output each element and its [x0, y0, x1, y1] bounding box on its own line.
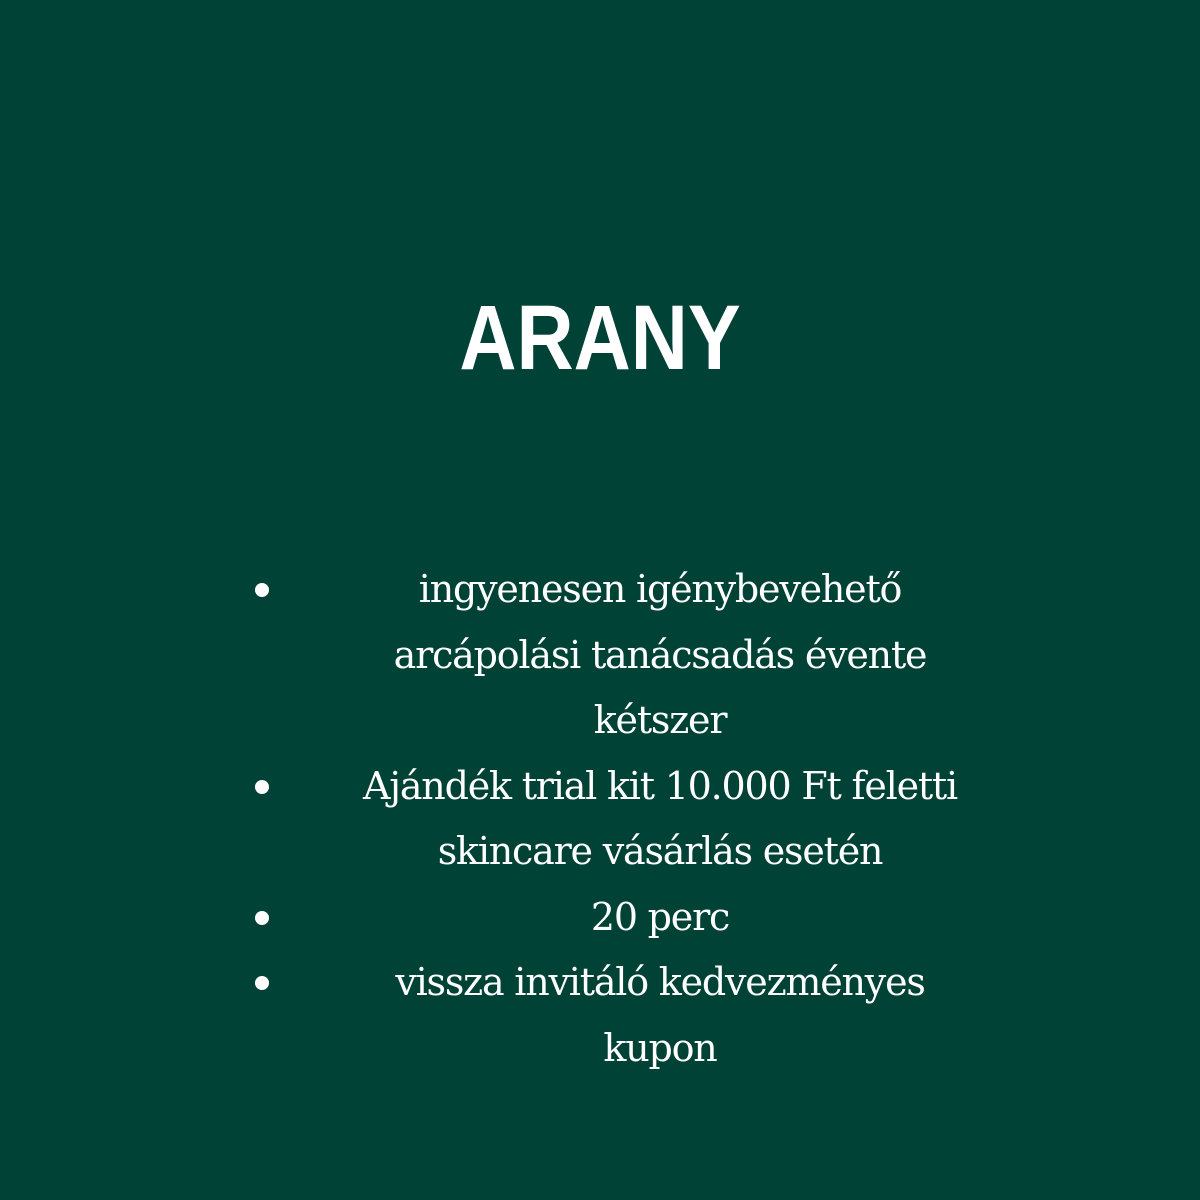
list-item — [240, 885, 1040, 951]
bullet-dot-icon — [255, 911, 269, 925]
benefit-text — [280, 885, 1040, 951]
benefit-line: 20 perc — [590, 894, 730, 939]
bullet-dot-icon — [255, 976, 269, 990]
benefit-line: ingyenesen igénybevehető — [418, 567, 902, 611]
list-item — [240, 950, 1040, 1081]
bullet-dot-icon — [255, 583, 269, 597]
benefit-line: skincare vásárlás esetén — [437, 829, 883, 873]
benefit-line: kétszer — [593, 698, 727, 742]
page-title: ARANY — [459, 287, 741, 389]
benefit-line: vissza invitáló kedvezményes — [395, 960, 925, 1004]
benefit-text — [280, 754, 1040, 885]
bullet-dot-icon — [255, 780, 269, 794]
list-item — [240, 754, 1040, 885]
list-item — [240, 557, 1040, 754]
benefit-line: kupon — [603, 1025, 717, 1070]
benefit-line: arcápolási tanácsadás évente — [393, 632, 927, 677]
benefits-list — [240, 557, 1040, 1081]
benefit-line: Ajándék trial kit 10.000 Ft feletti — [363, 763, 957, 808]
benefit-text — [280, 950, 1040, 1081]
benefit-text — [280, 557, 1040, 754]
